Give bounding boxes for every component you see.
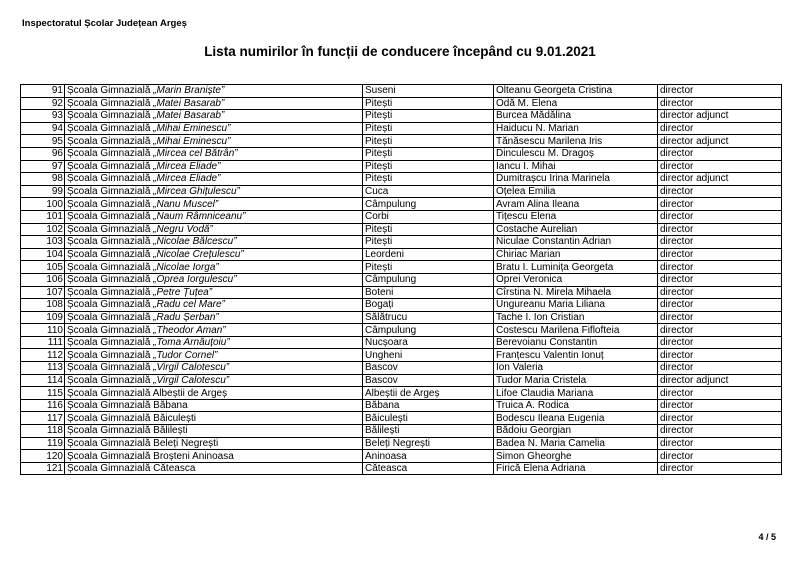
school-name: [65, 387, 363, 400]
role: director: [658, 223, 782, 236]
school-prefix: Școala Gimnazială Băbana: [67, 400, 188, 412]
school-name: [65, 198, 363, 211]
locality: Bălilești: [363, 425, 494, 438]
school-name: [65, 236, 363, 249]
row-number: 96: [21, 147, 65, 160]
school-name: [65, 374, 363, 387]
locality: Nucșoara: [363, 336, 494, 349]
table-row: [21, 236, 782, 249]
role: director: [658, 97, 782, 110]
person-name: Dumitrașcu Irina Marinela: [494, 173, 658, 186]
table-row: [21, 450, 782, 463]
locality: Pitești: [363, 122, 494, 135]
role: director: [658, 425, 782, 438]
row-number: 110: [21, 324, 65, 337]
row-number: 113: [21, 362, 65, 375]
school-patron: „Mircea cel Bătrân”: [153, 148, 238, 160]
person-name: Tache I. Ion Cristian: [494, 311, 658, 324]
row-number: 92: [21, 97, 65, 110]
issuer-header: Inspectoratul Școlar Județean Argeș: [22, 18, 187, 29]
school-patron: „Virgil Calotescu”: [153, 374, 230, 386]
person-name: Bratu I. Luminița Georgeta: [494, 261, 658, 274]
school-name: [65, 425, 363, 438]
person-name: Avram Alina Ileana: [494, 198, 658, 211]
person-name: Tițescu Elena: [494, 210, 658, 223]
table-row: [21, 160, 782, 173]
person-name: Lifoe Claudia Mariana: [494, 387, 658, 400]
role: director: [658, 122, 782, 135]
row-number: 119: [21, 437, 65, 450]
table-row: [21, 110, 782, 123]
school-name: [65, 185, 363, 198]
table-row: [21, 374, 782, 387]
school-prefix: Școala Gimnazială: [67, 85, 154, 97]
school-patron: „Mircea Ghițulescu”: [153, 186, 240, 198]
row-number: 102: [21, 223, 65, 236]
locality: Ungheni: [363, 349, 494, 362]
role: director: [658, 324, 782, 337]
locality: Albeștii de Argeș: [363, 387, 494, 400]
school-name: [65, 110, 363, 123]
school-patron: „Nanu Muscel”: [153, 198, 219, 210]
locality: Sălătrucu: [363, 311, 494, 324]
person-name: Firică Elena Adriana: [494, 462, 658, 475]
school-prefix: Școala Gimnazială: [67, 135, 154, 147]
person-name: Truica A. Rodica: [494, 399, 658, 412]
school-name: [65, 210, 363, 223]
row-number: 95: [21, 135, 65, 148]
school-patron: „Nicolae Crețulescu”: [153, 249, 244, 261]
locality: Câmpulung: [363, 324, 494, 337]
row-number: 99: [21, 185, 65, 198]
row-number: 93: [21, 110, 65, 123]
school-prefix: Școala Gimnazială: [67, 148, 154, 160]
locality: Pitești: [363, 135, 494, 148]
school-prefix: Școala Gimnazială: [67, 123, 154, 135]
role: director: [658, 248, 782, 261]
role: director: [658, 261, 782, 274]
locality: Beleți Negrești: [363, 437, 494, 450]
role: director: [658, 387, 782, 400]
table-row: [21, 387, 782, 400]
role: director adjunct: [658, 110, 782, 123]
role: director: [658, 160, 782, 173]
school-patron: „Oprea Iorgulescu”: [153, 274, 237, 286]
row-number: 97: [21, 160, 65, 173]
school-name: [65, 336, 363, 349]
school-patron: „Theodor Aman”: [153, 324, 226, 336]
table-row: [21, 311, 782, 324]
school-patron: „Marin Braniște”: [153, 85, 225, 97]
school-prefix: Școala Gimnazială Albeștii de Argeș: [67, 387, 228, 399]
school-name: [65, 299, 363, 312]
school-prefix: Școala Gimnazială: [67, 198, 154, 210]
school-patron: „Mircea Eliade”: [153, 160, 221, 172]
school-name: [65, 160, 363, 173]
person-name: Niculae Constantin Adrian: [494, 236, 658, 249]
row-number: 120: [21, 450, 65, 463]
school-prefix: Școala Gimnazială Broșteni Aninoasa: [67, 450, 234, 462]
school-name: [65, 462, 363, 475]
locality: Pitești: [363, 261, 494, 274]
person-name: Simon Gheorghe: [494, 450, 658, 463]
person-name: Dinculescu M. Dragoș: [494, 147, 658, 160]
role: director adjunct: [658, 135, 782, 148]
role: director: [658, 450, 782, 463]
row-number: 105: [21, 261, 65, 274]
page-number: 4 / 5: [758, 532, 776, 542]
row-number: 100: [21, 198, 65, 211]
school-name: [65, 85, 363, 98]
row-number: 109: [21, 311, 65, 324]
locality: Băbana: [363, 399, 494, 412]
role: director adjunct: [658, 374, 782, 387]
role: director: [658, 85, 782, 98]
school-patron: „Tudor Cornel”: [153, 349, 218, 361]
school-prefix: Școala Gimnazială: [67, 211, 154, 223]
school-name: [65, 173, 363, 186]
person-name: Costescu Marilena Fiflofteia: [494, 324, 658, 337]
school-patron: „Radu Șerban”: [153, 311, 219, 323]
row-number: 112: [21, 349, 65, 362]
school-name: [65, 223, 363, 236]
locality: Câmpulung: [363, 273, 494, 286]
row-number: 121: [21, 462, 65, 475]
locality: Corbi: [363, 210, 494, 223]
row-number: 104: [21, 248, 65, 261]
row-number: 91: [21, 85, 65, 98]
person-name: Haiducu N. Marian: [494, 122, 658, 135]
table-row: [21, 147, 782, 160]
school-patron: „Matei Basarab”: [153, 110, 225, 122]
row-number: 98: [21, 173, 65, 186]
person-name: Iancu I. Mihai: [494, 160, 658, 173]
school-prefix: Școala Gimnazială: [67, 374, 154, 386]
role: director: [658, 437, 782, 450]
school-name: [65, 248, 363, 261]
table-row: [21, 349, 782, 362]
school-patron: „Nicolae Iorga”: [153, 261, 219, 273]
table-row: [21, 173, 782, 186]
table-row: [21, 210, 782, 223]
role: director: [658, 286, 782, 299]
person-name: Ungureanu Maria Liliana: [494, 299, 658, 312]
locality: Bogați: [363, 299, 494, 312]
locality: Pitești: [363, 236, 494, 249]
document-title: Lista numirilor în funcții de conducere începând cu 9.01.2021: [204, 44, 596, 59]
school-name: [65, 147, 363, 160]
locality: Câmpulung: [363, 198, 494, 211]
table-row: [21, 135, 782, 148]
table-row: [21, 336, 782, 349]
school-name: [65, 324, 363, 337]
school-patron: „Naum Râmniceanu”: [153, 211, 246, 223]
appointments-table: [20, 84, 782, 475]
person-name: Bodescu Ileana Eugenia: [494, 412, 658, 425]
role: director: [658, 336, 782, 349]
locality: Pitești: [363, 147, 494, 160]
role: director: [658, 210, 782, 223]
school-name: [65, 399, 363, 412]
person-name: Chiriac Marian: [494, 248, 658, 261]
table-row: [21, 97, 782, 110]
school-prefix: Școala Gimnazială: [67, 249, 154, 261]
role: director: [658, 399, 782, 412]
role: director: [658, 362, 782, 375]
role: director adjunct: [658, 173, 782, 186]
table-row: [21, 462, 782, 475]
person-name: Tănăsescu Marilena Iris: [494, 135, 658, 148]
table-row: [21, 261, 782, 274]
locality: Pitești: [363, 173, 494, 186]
locality: Căteasca: [363, 462, 494, 475]
school-name: [65, 412, 363, 425]
person-name: Badea N. Maria Camelia: [494, 437, 658, 450]
school-name: [65, 97, 363, 110]
table-row: [21, 185, 782, 198]
person-name: Olteanu Georgeta Cristina: [494, 85, 658, 98]
table-row: [21, 412, 782, 425]
school-prefix: Școala Gimnazială: [67, 186, 154, 198]
row-number: 111: [21, 336, 65, 349]
school-patron: „Virgil Calotescu”: [153, 362, 230, 374]
locality: Pitești: [363, 97, 494, 110]
locality: Suseni: [363, 85, 494, 98]
row-number: 114: [21, 374, 65, 387]
school-prefix: Școala Gimnazială: [67, 110, 154, 122]
school-name: [65, 311, 363, 324]
row-number: 101: [21, 210, 65, 223]
school-prefix: Școala Gimnazială: [67, 311, 154, 323]
school-prefix: Școala Gimnazială Bălilești: [67, 425, 188, 437]
role: director: [658, 462, 782, 475]
role: director: [658, 299, 782, 312]
locality: Bascov: [363, 374, 494, 387]
locality: Pitești: [363, 223, 494, 236]
school-prefix: Școala Gimnazială: [67, 337, 154, 349]
school-prefix: Școala Gimnazială: [67, 324, 154, 336]
table-row: [21, 248, 782, 261]
locality: Pitești: [363, 160, 494, 173]
person-name: Cîrstina N. Mirela Mihaela: [494, 286, 658, 299]
school-patron: „Toma Arnăuțoiu”: [153, 337, 230, 349]
role: director: [658, 147, 782, 160]
school-name: [65, 437, 363, 450]
school-prefix: Școala Gimnazială: [67, 286, 154, 298]
person-name: Tudor Maria Cristela: [494, 374, 658, 387]
person-name: Berevoianu Constantin: [494, 336, 658, 349]
table-row: [21, 437, 782, 450]
locality: Băiculești: [363, 412, 494, 425]
school-name: [65, 349, 363, 362]
school-prefix: Școala Gimnazială: [67, 223, 154, 235]
locality: Boteni: [363, 286, 494, 299]
school-patron: „Petre Țuțea”: [153, 286, 213, 298]
table-body: [21, 85, 782, 475]
row-number: 118: [21, 425, 65, 438]
school-name: [65, 122, 363, 135]
school-patron: „Negru Vodă”: [153, 223, 213, 235]
table-row: [21, 362, 782, 375]
school-prefix: Școala Gimnazială: [67, 261, 154, 273]
person-name: Bădoiu Georgian: [494, 425, 658, 438]
table-row: [21, 122, 782, 135]
school-patron: „Mihai Eminescu”: [153, 135, 231, 147]
table-row: [21, 273, 782, 286]
school-prefix: Școala Gimnazială: [67, 349, 154, 361]
role: director: [658, 349, 782, 362]
school-patron: „Mihai Eminescu”: [153, 123, 231, 135]
table-row: [21, 85, 782, 98]
table-row: [21, 286, 782, 299]
row-number: 106: [21, 273, 65, 286]
school-name: [65, 135, 363, 148]
school-prefix: Școala Gimnazială: [67, 274, 154, 286]
row-number: 108: [21, 299, 65, 312]
school-prefix: Școala Gimnazială: [67, 173, 154, 185]
school-name: [65, 450, 363, 463]
locality: Leordeni: [363, 248, 494, 261]
person-name: Burcea Mădălina: [494, 110, 658, 123]
person-name: Franțescu Valentin Ionuț: [494, 349, 658, 362]
school-prefix: Școala Gimnazială Beleți Negrești: [67, 437, 219, 449]
row-number: 117: [21, 412, 65, 425]
table-row: [21, 223, 782, 236]
table-row: [21, 399, 782, 412]
role: director: [658, 236, 782, 249]
person-name: Oțelea Emilia: [494, 185, 658, 198]
person-name: Costache Aurelian: [494, 223, 658, 236]
person-name: Odă M. Elena: [494, 97, 658, 110]
role: director: [658, 311, 782, 324]
person-name: Ion Valeria: [494, 362, 658, 375]
locality: Pitești: [363, 110, 494, 123]
row-number: 107: [21, 286, 65, 299]
table-row: [21, 198, 782, 211]
row-number: 115: [21, 387, 65, 400]
locality: Cuca: [363, 185, 494, 198]
school-name: [65, 362, 363, 375]
row-number: 116: [21, 399, 65, 412]
table-row: [21, 425, 782, 438]
school-name: [65, 273, 363, 286]
table-row: [21, 299, 782, 312]
school-prefix: Școala Gimnazială: [67, 236, 154, 248]
school-prefix: Școala Gimnazială Căteasca: [67, 463, 196, 475]
locality: Bascov: [363, 362, 494, 375]
school-patron: „Radu cel Mare”: [153, 299, 225, 311]
school-prefix: Școala Gimnazială: [67, 160, 154, 172]
row-number: 103: [21, 236, 65, 249]
role: director: [658, 198, 782, 211]
row-number: 94: [21, 122, 65, 135]
school-prefix: Școala Gimnazială Băiculești: [67, 412, 196, 424]
school-name: [65, 261, 363, 274]
school-name: [65, 286, 363, 299]
person-name: Oprei Veronica: [494, 273, 658, 286]
school-prefix: Școala Gimnazială: [67, 362, 154, 374]
locality: Aninoasa: [363, 450, 494, 463]
school-patron: „Matei Basarab”: [153, 97, 225, 109]
school-prefix: Școala Gimnazială: [67, 299, 154, 311]
school-patron: „Nicolae Bălcescu”: [153, 236, 237, 248]
role: director: [658, 412, 782, 425]
school-prefix: Școala Gimnazială: [67, 97, 154, 109]
role: director: [658, 185, 782, 198]
school-patron: „Mircea Eliade”: [153, 173, 221, 185]
role: director: [658, 273, 782, 286]
table-row: [21, 324, 782, 337]
